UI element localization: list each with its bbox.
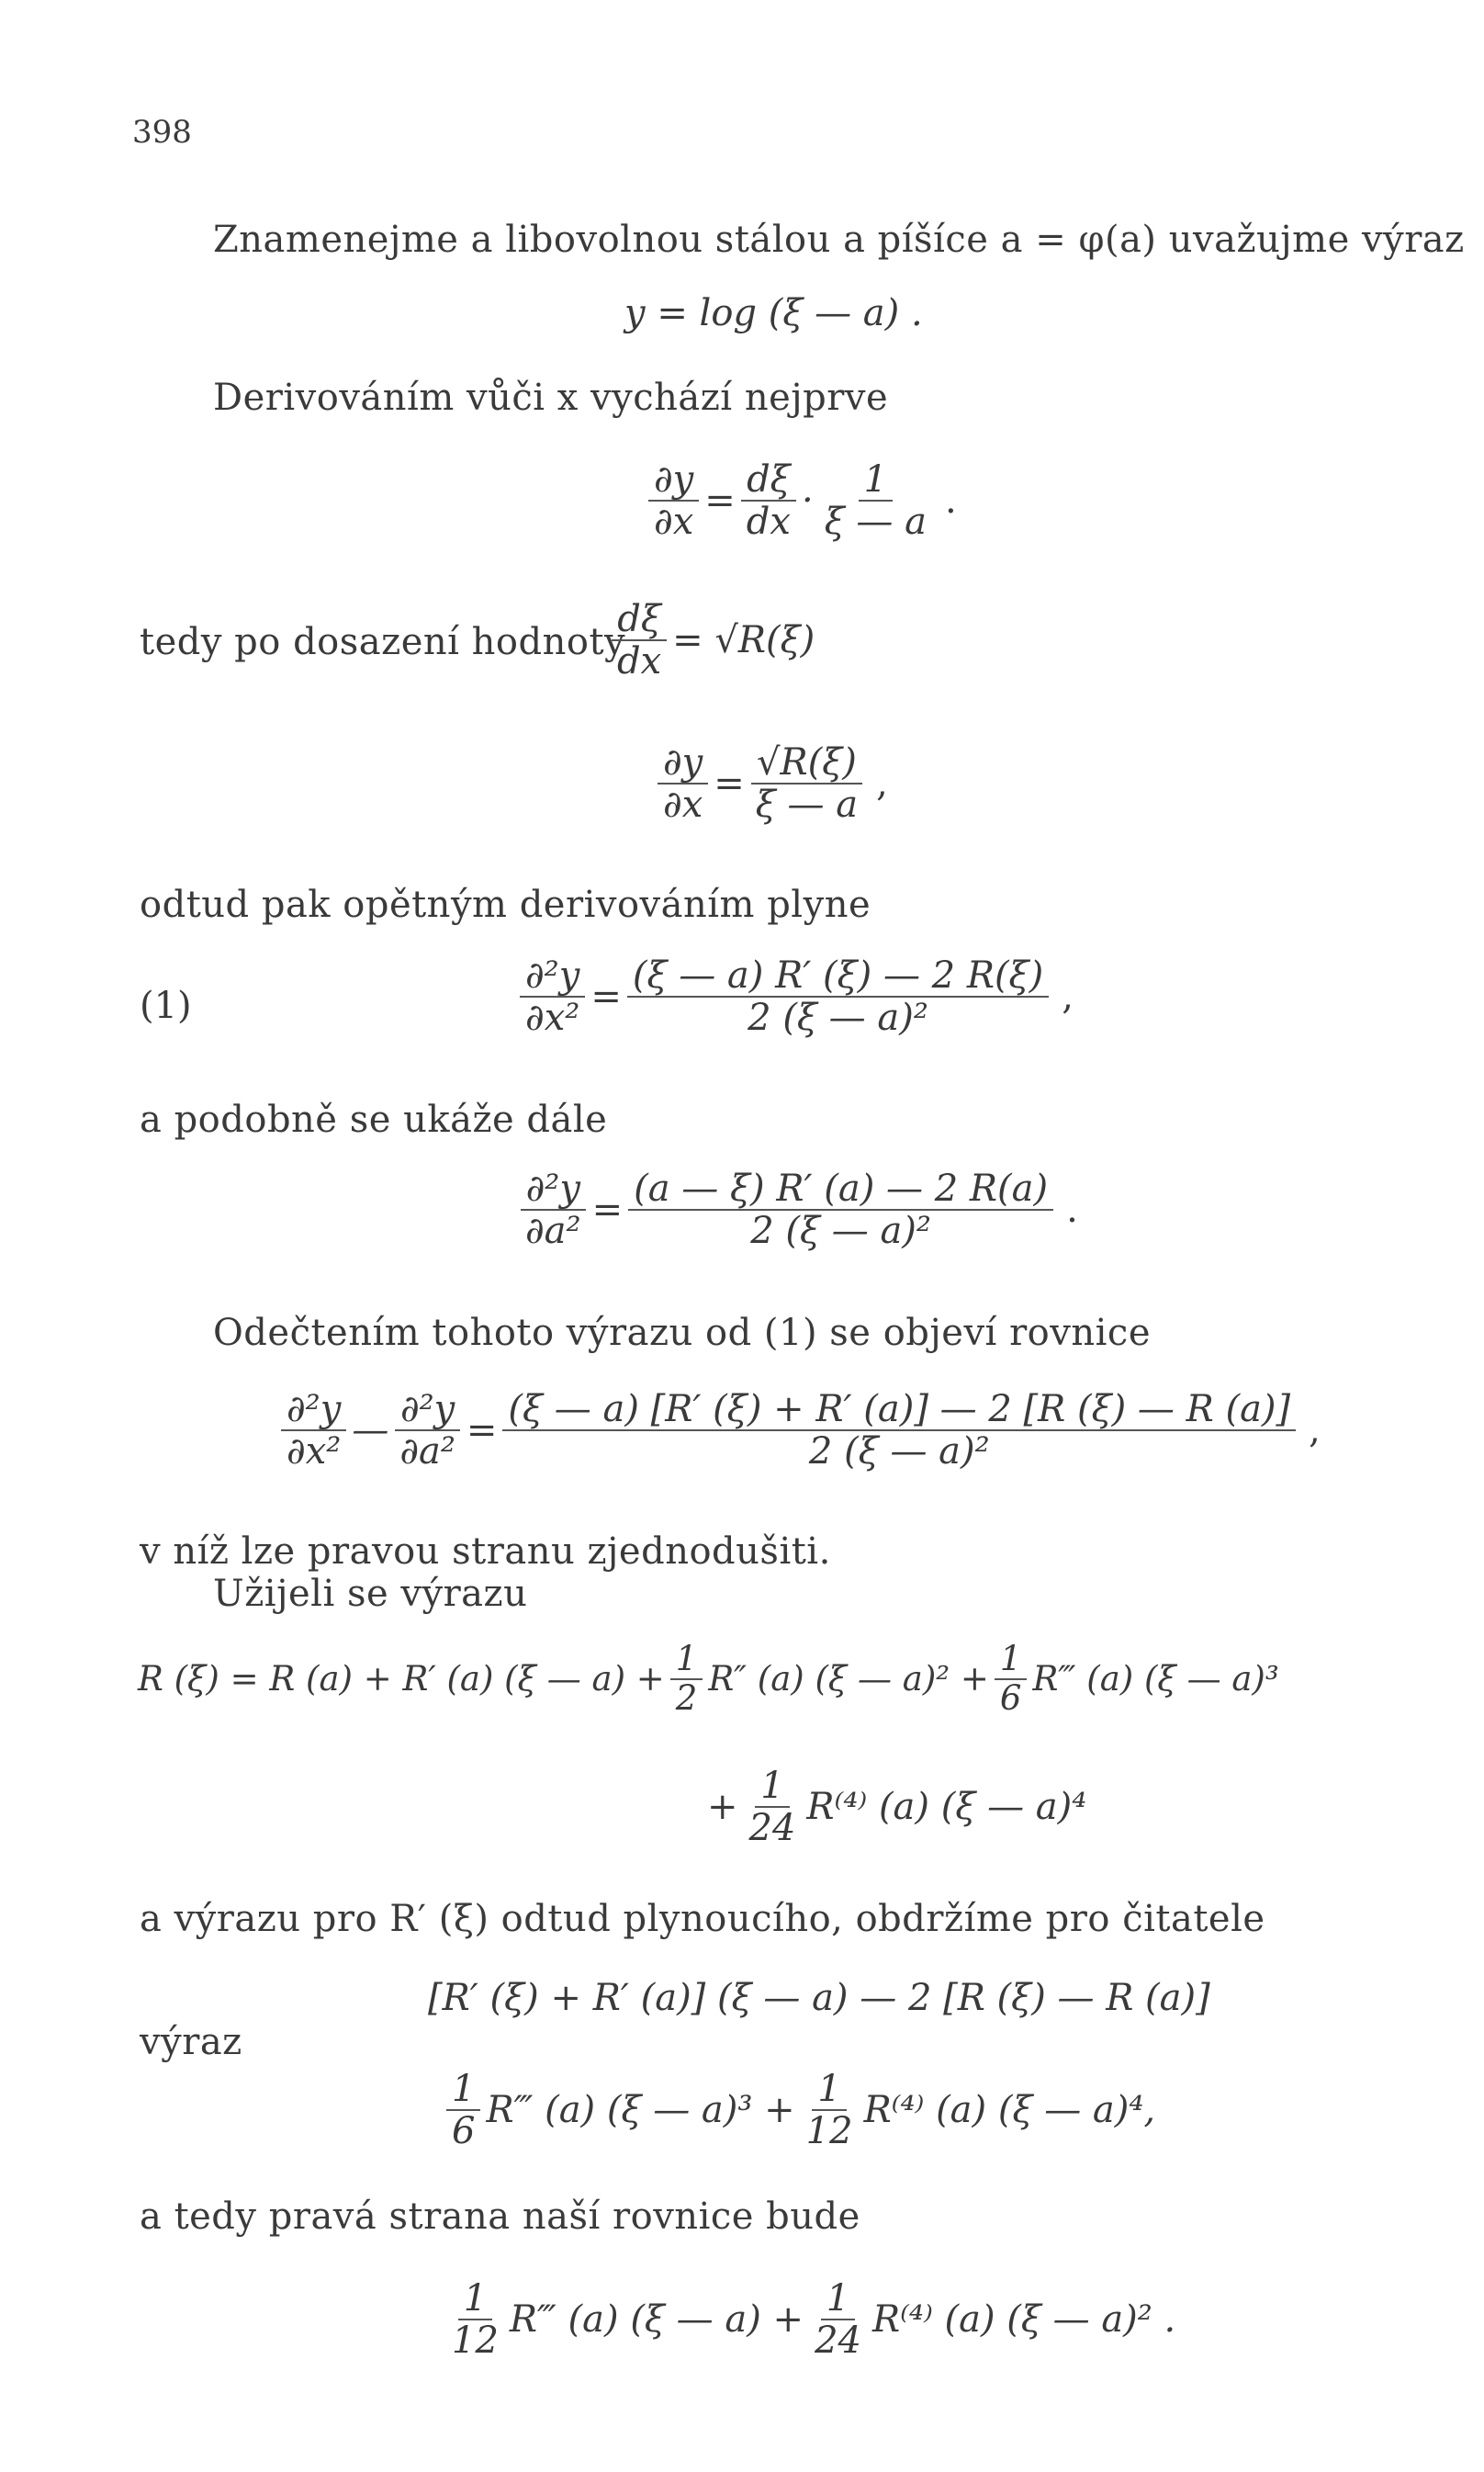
term-end: R⁽⁴⁾ (a) (ξ — a)² . — [871, 2298, 1176, 2341]
numerator: 1 — [755, 1766, 789, 1808]
fraction — [627, 955, 1049, 1038]
text-line-5: a podobně se ukáže dále — [140, 1099, 608, 1141]
fraction — [741, 459, 796, 542]
denominator: ∂a² — [525, 1210, 581, 1252]
equation-1: $\frac{\text{∂²y}}{\text{∂x²}}$ = $\frac{(\xi — a) R' (\xi) — 2 R(\xi)}{\text{2 (ξ — a)²}}$ , — [514, 955, 1074, 1038]
fraction — [750, 742, 863, 825]
equation-dy-dx-sqrt: $\frac{\partial y}{\partial x}$ = $\frac{√R(\xi)}{\xi — a}$ , — [652, 742, 888, 825]
denominator: ∂x — [654, 501, 694, 543]
numerator: √R(ξ) — [751, 742, 862, 784]
text-line-7: v níž lze pravou stranu zjednodušiti. — [140, 1530, 831, 1573]
text-line-11: a tedy pravá strana naší rovnice bude — [140, 2195, 860, 2238]
text-line-8: Užijeli se výrazu — [213, 1573, 528, 1615]
page-number: 398 — [132, 114, 192, 151]
fraction — [628, 1168, 1053, 1251]
denominator: 2 (ξ — a)² — [808, 1430, 990, 1473]
punctuation: , — [1062, 976, 1074, 1018]
equation-dy-dx: $\frac{\partial y}{\partial x}$ = $\frac{d\xi}{dx}$ · $\frac{1}{\xi — a}$ . — [643, 459, 957, 542]
fraction — [502, 1389, 1296, 1472]
text-line-10: výraz — [140, 2021, 242, 2063]
numerator: (ξ — a) R′ (ξ) — 2 R(ξ) — [627, 955, 1049, 998]
equation-dxi-dx — [606, 599, 815, 682]
denominator: 6 — [452, 2110, 476, 2152]
numerator: ∂y — [658, 742, 708, 784]
numerator: 1 — [446, 2069, 480, 2111]
numerator: dξ — [612, 599, 667, 641]
fraction — [446, 2278, 504, 2361]
text-line-6: Odečtením tohoto výrazu od (1) se objeví rovnice — [213, 1312, 1151, 1354]
term-end: R⁽⁴⁾ (a) (ξ — a)⁴, — [863, 2089, 1156, 2131]
numerator: 1 — [995, 1641, 1028, 1680]
punctuation: , — [1309, 1409, 1321, 1451]
numerator: 1 — [458, 2278, 492, 2320]
numerator: dξ — [741, 459, 796, 502]
taylor-lhs: R (ξ) = R (a) + R′ (a) (ξ — a) + — [138, 1659, 665, 1699]
denominator: 2 — [675, 1677, 698, 1718]
taylor-end: R‴ (a) (ξ — a)³ — [1032, 1659, 1279, 1699]
fraction — [670, 1641, 703, 1717]
numerator: 1 — [859, 459, 893, 502]
text-line-2: Derivováním vůči x vychází nejprve — [213, 377, 889, 419]
denominator: 2 (ξ — a)² — [748, 997, 928, 1039]
denominator: ξ — a — [755, 784, 859, 826]
denominator: 2 (ξ — a)² — [750, 1210, 931, 1252]
numerator: ∂²y — [520, 955, 585, 998]
fraction — [801, 2069, 859, 2151]
denominator: ξ — a — [824, 501, 927, 543]
equation-y-log: y = log (ξ — a) . — [624, 292, 923, 334]
numerator: (ξ — a) [R′ (ξ) + R′ (a)] — 2 [R (ξ) — R (a)] — [502, 1389, 1296, 1431]
equation-numerator: [R′ (ξ) + R′ (a)] (ξ — a) — 2 [R (ξ) — R (a)] — [428, 1977, 1210, 2019]
denominator: 12 — [805, 2110, 853, 2152]
numerator: ∂²y — [281, 1389, 346, 1431]
text-line-3: tedy po dosazení hodnoty — [140, 621, 626, 663]
punctuation: . — [1066, 1189, 1078, 1231]
denominator: 12 — [452, 2320, 499, 2362]
equation-right-side — [441, 2278, 1175, 2361]
plus-sign: + — [707, 1786, 738, 1828]
text-line-4: odtud pak opětným derivováním plyne — [140, 884, 871, 926]
term-mid: R‴ (a) (ξ — a) + — [509, 2298, 804, 2341]
numerator: ∂y — [648, 459, 699, 502]
equation-d2y-da2: $\frac{\text{∂²y}}{\text{∂a²}}$ = $\frac{(a — \xi) R' (a) — 2 R(a)}{\text{2 (ξ — a)²}}$ . — [514, 1168, 1078, 1251]
fraction — [281, 1389, 346, 1472]
fraction — [744, 1766, 802, 1848]
taylor-term-4: R⁽⁴⁾ (a) (ξ — a)⁴ — [806, 1786, 1087, 1828]
denominator: 6 — [999, 1677, 1022, 1718]
denominator: ∂x² — [287, 1430, 342, 1473]
numerator: ∂²y — [395, 1389, 460, 1431]
text-line-1: Znamenejme a libovolnou stálou a píšíce a = φ(a) uvažujme výraz — [213, 219, 1465, 261]
punctuation: , — [876, 762, 888, 805]
numerator: 1 — [670, 1641, 703, 1680]
denominator: dx — [617, 640, 662, 683]
numerator: (a — ξ) R′ (a) — 2 R(a) — [628, 1168, 1053, 1211]
numerator: ∂²y — [521, 1168, 586, 1211]
equation-numerator-result — [441, 2069, 1155, 2151]
term-mid: R‴ (a) (ξ — a)³ + — [486, 2089, 795, 2131]
denominator: dx — [746, 501, 791, 543]
fraction — [446, 2069, 480, 2151]
fraction — [809, 2278, 867, 2361]
fraction — [520, 1168, 587, 1251]
denominator: ∂x² — [525, 997, 580, 1039]
taylor-mid: R″ (a) (ξ — a)² + — [708, 1659, 989, 1699]
equation-taylor — [138, 1641, 1279, 1717]
rhs: = √R(ξ) — [672, 619, 815, 661]
numerator: 1 — [812, 2069, 846, 2111]
fraction — [648, 459, 699, 542]
fraction — [658, 742, 708, 825]
fraction — [995, 1641, 1028, 1717]
fraction — [819, 459, 932, 542]
fraction — [612, 599, 667, 682]
fraction — [520, 955, 585, 1038]
punctuation: . — [945, 480, 957, 522]
text-line-9: a výrazu pro R′ (ξ) odtud plynoucího, obdržíme pro čitatele — [140, 1898, 1265, 1940]
fraction — [394, 1389, 461, 1472]
equation-taylor-cont — [707, 1766, 1086, 1848]
equation-label-1: (1) — [140, 985, 192, 1027]
numerator: 1 — [821, 2278, 855, 2320]
denominator: ∂a² — [399, 1430, 455, 1473]
denominator: ∂x — [663, 784, 703, 826]
denominator: 24 — [748, 1807, 796, 1849]
denominator: 24 — [815, 2320, 861, 2362]
equation-difference: $\frac{\text{∂²y}}{\text{∂x²}}$ — $\frac{\text{∂²y}}{\text{∂a²}}$ = $\frac{(\xi — a) [R' (\xi) + R' (a)] — 2 [R (\xi) — R (a)]}{\text{2 (ξ — a)²}}$ , — [275, 1389, 1321, 1472]
